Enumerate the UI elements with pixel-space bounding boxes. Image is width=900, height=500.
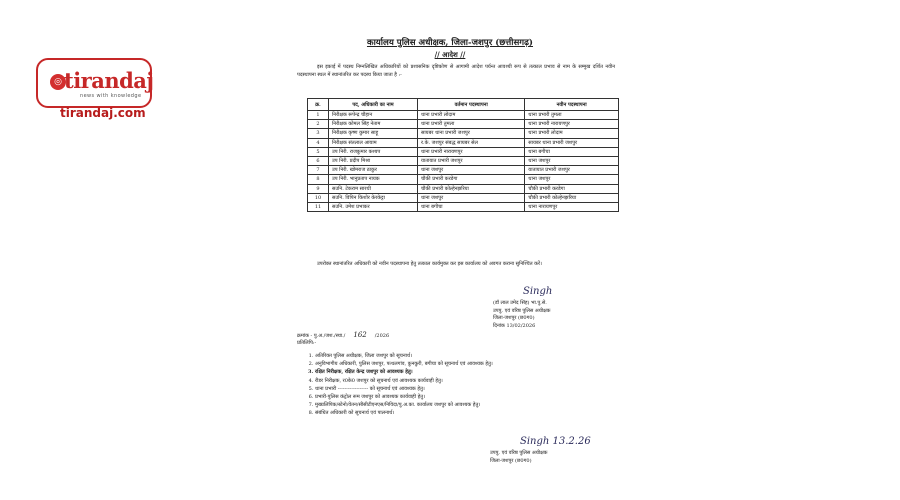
cell-serial: 8 [308,175,329,184]
table-row [308,166,619,175]
table-row [308,175,619,184]
table-row [308,147,619,156]
list-item: 4. रीडर निरीक्षक, र0के0 जशपुर को सूचनार्थ एवं आवश्यक कार्यवाही हेतु। [315,377,615,385]
cell-current-post: थाना प्रभारी तुमला [418,120,525,129]
cell-new-post: थाना नारायणपुर [525,202,619,211]
site-logo [30,54,156,120]
list-item: 8. संबंधित अधिकारी को सूचनार्थ एवं पालनार्थ। [315,409,615,417]
signature-block-secondary [490,438,610,465]
reference-year: /2026 [374,333,390,339]
cell-new-post: थाना जशपुर [525,156,619,165]
logo-url: tirandaj.com [60,106,146,120]
reference-prefix: क्रमांक - पु.अ./जश./स्था./ [297,333,346,339]
list-item: 1. अतिरिक्त पुलिस अधीक्षक, जिला जशपुर को सूचनार्थ। [315,352,615,360]
cell-current-post: थाना प्रभारी नारायणपुर [418,147,525,156]
cell-current-post: चौकी प्रभारी करडेगा [418,175,525,184]
signature-block-primary [493,288,613,330]
cell-name: सउनि. विपिन किशोर केरकेट्टा [329,193,418,202]
table-row [308,202,619,211]
cell-new-post: चौकी प्रभारी करडेगा [525,184,619,193]
order-document [275,30,625,490]
cell-serial: 1 [308,111,329,120]
list-item: 2. अनुविभागीय अधिकारी, पुलिस जशपुर, पत्थलगांव, कुनकुरी, बगीचा को सूचनार्थ एवं आवश्यक हेतु। [315,360,615,368]
cell-current-post: चौकी प्रभारी कोल्हेनझरिया [418,184,525,193]
cell-new-post: थाना प्रभारी नारायणपुर [525,120,619,129]
cell-current-post: र.के. जशपुर संबद्ध सायबर सेल [418,138,525,147]
cell-name: सउनि. उमेश प्रभाकर [329,202,418,211]
cell-name: निरीक्षक संतलाल आयाम [329,138,418,147]
signatory-district: जिला-जशपुर (छ0ग0) [490,457,532,464]
list-item: 3. रक्षित निरीक्षक, रक्षित केन्द्र जशपुर को आवश्यक हेतु। [315,368,615,376]
cell-serial: 11 [308,202,329,211]
cell-new-post: सायबर थाना प्रभारी जशपुर [525,138,619,147]
signatory-district: जिला-जशपुर (छ0ग0) [493,315,535,321]
cell-serial: 7 [308,166,329,175]
signature-scribble: Singh 13.2.26 [520,436,591,447]
office-title: कार्यालय पुलिस अधीक्षक, जिला-जशपुर (छत्तीसगढ़) [366,38,534,48]
cell-current-post: यातायात प्रभारी जशपुर [418,156,525,165]
cell-new-post: यातायात प्रभारी जशपुर [525,166,619,175]
header-serial: क्र. [308,99,329,111]
table-row [308,184,619,193]
cell-new-post: थाना जशपुर [525,175,619,184]
cell-new-post: चौकी प्रभारी कोल्हेनझरिया [525,193,619,202]
signatory-name: (डॉ लाल उमेद सिंह) भा.पु.से. [493,300,547,306]
logo-brand: tirandaj [64,68,154,93]
cell-new-post: थाना प्रभारी तुमला [525,111,619,120]
closing-paragraph: उपरोक्त स्थानांतरित अधिकारी को नवीन पदस्थापना हेतु तत्काल कार्यमुक्त कर इस कार्यालय को अवगत कराना सुनिश्चित करें। [317,261,542,267]
cell-current-post: थाना जशपुर [418,193,525,202]
cell-name: उप निरी. राजकुमार कश्यप [329,147,418,156]
signature-scribble: Singh [523,286,553,297]
reference-number [297,332,389,340]
cell-serial: 4 [308,138,329,147]
cell-serial: 2 [308,120,329,129]
cell-new-post: थाना बगीचा [525,147,619,156]
cell-name: उप निरी. प्रदीप मिश्रा [329,156,418,165]
target-icon: ◎ [50,74,66,90]
table-row [308,193,619,202]
header-current-post: वर्तमान पदस्थापना [418,99,525,111]
reference-value: 162 [353,331,367,339]
cell-current-post: थाना जशपुर [418,166,525,175]
table-row [308,120,619,129]
cell-name: उप निरी. खोमराज ठाकुर [329,166,418,175]
header-new-post: नवीन पदस्थापना [525,99,619,111]
copy-label: प्रतिलिपि:- [297,340,317,346]
cell-name: उप निरी. भानुप्रताप नायक [329,175,418,184]
list-item: 5. थाना प्रभारी ------------------ को सूचनार्थ एवं आवश्यक हेतु। [315,385,615,393]
table-row [308,111,619,120]
cell-current-post: सायबर थाना प्रभारी जशपुर [418,129,525,138]
list-item: 7. मुख्यलिपिक/स्टेनो/वेतन/सीसीटीएनएस/निविदा/पु.अ.का. कार्यालय जशपुर को आवश्यक हेतु। [315,401,615,409]
cell-serial: 10 [308,193,329,202]
cell-current-post: थाना बगीचा [418,202,525,211]
table-row [308,129,619,138]
list-item: 6. प्रभारी-पुलिस कंट्रोल रूम जशपुर को आवश्यक कार्यवाही हेतु। [315,393,615,401]
table-header-row [308,99,619,111]
logo-badge [36,58,152,108]
cell-serial: 6 [308,156,329,165]
cell-name: निरीक्षक कृष्ण कुमार साहू [329,129,418,138]
signature-date: दिनांक 13/02/2026 [493,322,536,329]
cell-current-post: थाना प्रभारी लोदाम [418,111,525,120]
signatory-designation: उपपु. एवं वरिष्ठ पुलिस अधीक्षक [490,450,548,456]
cell-serial: 5 [308,147,329,156]
header-name: पद, अधिकारी का नाम [329,99,418,111]
intro-paragraph: इस इकाई में पदस्थ निम्नलिखित अधिकारियों को प्रशासनिक दृष्टिकोण से आगामी आदेश पर्यन्त आवश्यी रूप से तत्काल प्रभाव से नाम के सम्मुख दर्शित नवीन पदस्थापना स्थल में स्थानांतरित कर पदस्थ किया जाता है :- [297,64,615,78]
order-title: // आदेश // [434,50,466,59]
transfer-table [307,98,619,212]
cell-name: निरीक्षक रूपेन्द्र चौहान [329,111,418,120]
cell-serial: 3 [308,129,329,138]
cell-new-post: थाना प्रभारी लोदाम [525,129,619,138]
cell-name: सउनि. टेकराम सारथी [329,184,418,193]
table-row [308,138,619,147]
cell-serial: 9 [308,184,329,193]
table-row [308,156,619,165]
cell-name: निरीक्षक कोमल सिंह नेताम [329,120,418,129]
copy-list [301,352,615,418]
logo-tagline: news with knowledge [80,93,142,99]
signatory-designation: उपपु. एवं वरिष्ठ पुलिस अधीक्षक [493,307,551,314]
